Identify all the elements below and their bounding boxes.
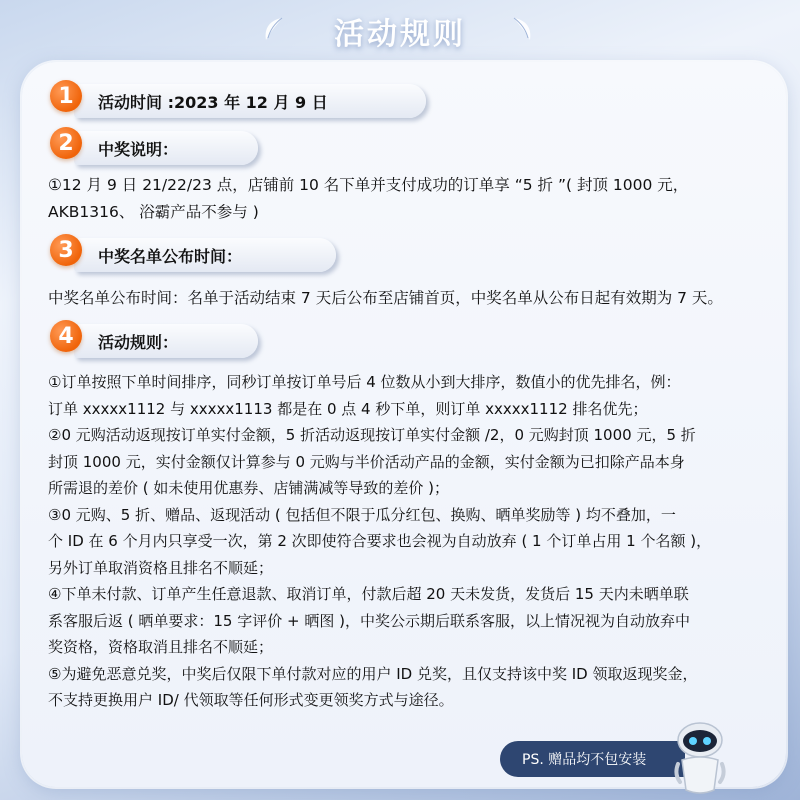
section-number-badge: 1 bbox=[50, 80, 82, 112]
section-number-badge: 3 bbox=[50, 234, 82, 266]
section-4-body bbox=[48, 369, 711, 714]
section-number-badge: 4 bbox=[50, 320, 82, 352]
page-header bbox=[0, 0, 800, 62]
robot-icon bbox=[672, 720, 728, 798]
text-line: ①12 月 9 日 21/22/23 点，店铺前 10 名下单并支付成功的订单享 “5 折 ”( 封顶 1000 元， bbox=[48, 176, 689, 194]
text-line: ⑤为避免恶意兑奖，中奖后仅限下单付款对应的用户 ID 兑奖，且仅支持该中奖 ID 领取返现奖金， bbox=[48, 664, 698, 683]
text-line: AKB1316、 浴霸产品不参与 ) bbox=[48, 202, 259, 221]
section-3-body bbox=[48, 285, 723, 312]
text-line: 另外订单取消资格且排名不顺延； bbox=[48, 558, 274, 577]
section-2-title: 中奖说明： bbox=[74, 131, 258, 165]
section-4-title: 活动规则： bbox=[74, 324, 258, 358]
section-1-title: 活动时间 :2023 年 12 月 9 日 bbox=[74, 84, 426, 118]
text-line: 奖资格，资格取消且排名不顺延； bbox=[48, 638, 274, 656]
text-line: 不支持更换用户 ID/ 代领取等任何形式变更领奖方式与途径。 bbox=[48, 691, 454, 709]
wing-icon bbox=[262, 16, 284, 42]
text-line: 个 ID 在 6 个月内只享受一次，第 2 次即使符合要求也会视为自动放弃 ( 1 个订单占用 1 个名额 )， bbox=[48, 532, 712, 550]
section-2-body bbox=[48, 172, 688, 225]
text-line: ③0 元购、5 折、赠品、返现活动 ( 包括但不限于瓜分红包、换购、晒单奖励等 ) 均不叠加，一 bbox=[48, 505, 676, 524]
wing-icon bbox=[512, 16, 534, 42]
footer-note: PS. 赠品均不包安装 bbox=[522, 752, 647, 768]
text-line: ④下单未付款、订单产生任意退款、取消订单，付款后超 20 天未发货，发货后 15 天内未晒单联 bbox=[48, 585, 689, 603]
section-number-badge: 2 bbox=[50, 127, 82, 159]
text-line: 所需退的差价 ( 如未使用优惠券、店铺满减等导致的差价 )； bbox=[48, 479, 450, 497]
section-3-title: 中奖名单公布时间： bbox=[74, 238, 336, 272]
text-line: ①订单按照下单时间排序，同秒订单按订单号后 4 位数从小到大排序，数值小的优先排名，例： bbox=[48, 373, 681, 391]
text-line: 中奖名单公布时间：名单于活动结束 7 天后公布至店铺首页，中奖名单从公布日起有效期为 7 天。 bbox=[48, 289, 723, 307]
footer-note-badge bbox=[500, 741, 685, 777]
page-title: 活动规则 bbox=[334, 17, 466, 52]
text-line: ②0 元购活动返现按订单实付金额，5 折活动返现按订单实付金额 /2，0 元购封顶 1000 元，5 折 bbox=[48, 426, 696, 444]
text-line: 封顶 1000 元，实付金额仅计算参与 0 元购与半价活动产品的金额，实付金额为已扣除产品本身 bbox=[48, 452, 685, 471]
text-line: 订单 xxxxx1112 与 xxxxx1113 都是在 0 点 4 秒下单，则订单 xxxxx1112 排名优先； bbox=[48, 399, 648, 418]
text-line: 系客服后返 ( 晒单要求：15 字评价 + 晒图 )，中奖公示期后联系客服，以上情况视为自动放弃中 bbox=[48, 611, 690, 630]
